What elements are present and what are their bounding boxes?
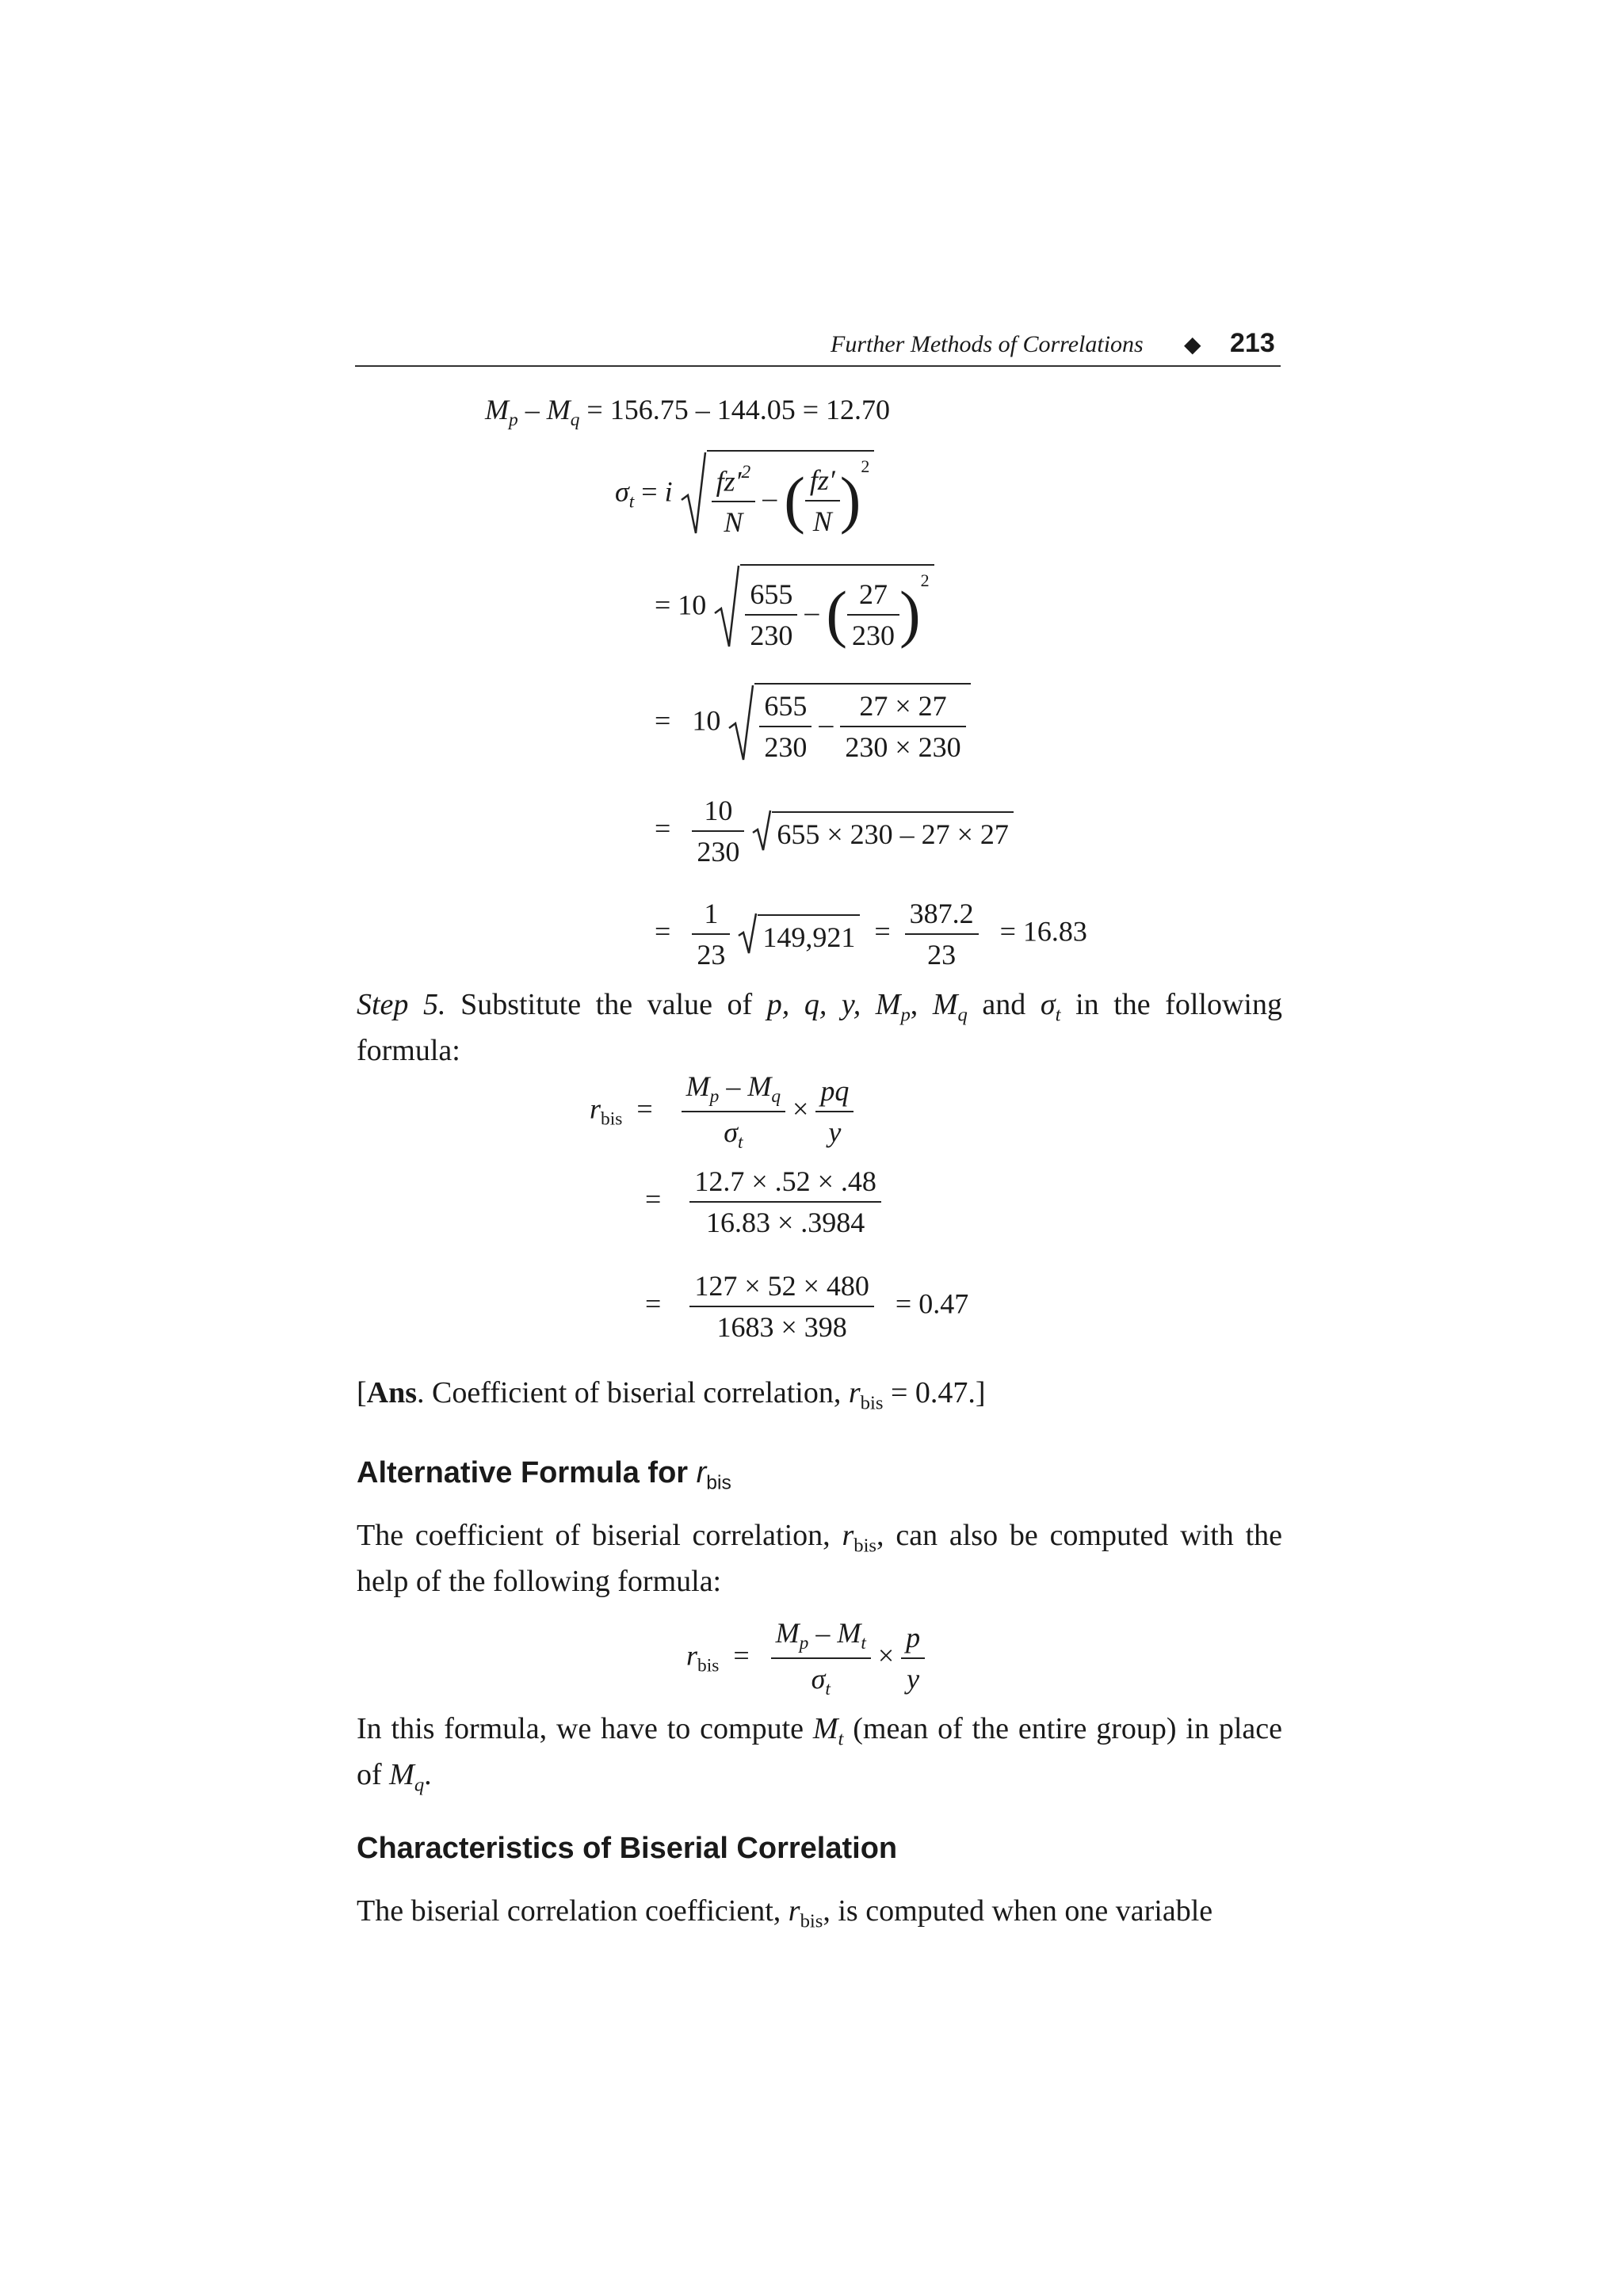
- sigma-formula: $\sigma_t = i$ $\frac{fz'^2}{N}$ – ( $\frac{fz'}{N}$ )$^2$: [615, 450, 874, 539]
- step-5-paragraph: Step 5. Substitute the value of p, q, y, $M_p$, $M_q$ and $\sigma_t$ in the following formula:: [357, 988, 1282, 1067]
- header-rule: [355, 365, 1281, 367]
- section-heading-characteristics: Characteristics of Biserial Correlation: [357, 1832, 898, 1865]
- radical-sign-icon: [737, 912, 758, 956]
- mean-difference-line: $M_p - M_q = 156.75 - 144.05 = 12.70$: [485, 394, 891, 431]
- sigma-step-4: = $\frac{10}{230}$ 655 × 230 – 27 × 27: [655, 794, 1014, 868]
- answer-line: [Ans. Coefficient of biserial correlation, $r_{bis} = 0.47$.]: [357, 1376, 986, 1414]
- radical-sign-icon: [727, 684, 754, 763]
- page-number: 213: [1230, 328, 1275, 358]
- sigma-radical: $\frac{fz'^2}{N}$ – ( $\frac{fz'}{N}$ )$^2$: [680, 450, 875, 539]
- rbis-formula: $r_{bis}$ = $\frac{M_p - M_q}{\sigma_t}$ × $\frac{pq}{y}$: [590, 1070, 854, 1154]
- rbis-step-3: = $\frac{127 \times 52 \times 480}{1683 \times 398}$ = 0.47: [645, 1270, 969, 1343]
- header-diamond-icon: ◆: [1184, 333, 1201, 357]
- sigma-step-3: = 10 $\frac{655}{230}$ – $\frac{27 \times 27}{230 \times 230}$: [655, 683, 971, 764]
- sigma-step-5: = $\frac{1}{23}$ 149,921 = $\frac{387.2}{23}$ = 16.83: [655, 898, 1087, 971]
- radical-sign-icon: [680, 451, 707, 538]
- mt-paragraph: In this formula, we have to compute $M_t$ (mean of the entire group) in place of $M_q$.: [357, 1712, 1283, 1796]
- characteristics-paragraph: The biserial correlation coefficient, $r_{bis}$, is computed when one variable: [357, 1894, 1213, 1932]
- alternative-formula: $r_{bis}$ = $\frac{M_p - M_t}{\sigma_t}$ × $\frac{p}{y}$: [686, 1616, 925, 1700]
- alternative-paragraph: The coefficient of biserial correlation, $r_{bis}$, can also be computed with the help of the following formula:: [357, 1519, 1283, 1598]
- running-title: Further Methods of Correlations: [831, 331, 1144, 357]
- radical-sign-icon: [713, 564, 740, 651]
- rbis-step-2: = $\frac{12.7 \times .52 \times .48}{16.83 \times .3984}$: [645, 1165, 881, 1239]
- sigma-step-2: = 10 $\frac{655}{230}$ – ( $\frac{27}{230}$ )$^2$: [655, 564, 934, 652]
- radical-sign-icon: [751, 809, 772, 853]
- section-heading-alternative: Alternative Formula for $r_{bis}$: [357, 1456, 731, 1494]
